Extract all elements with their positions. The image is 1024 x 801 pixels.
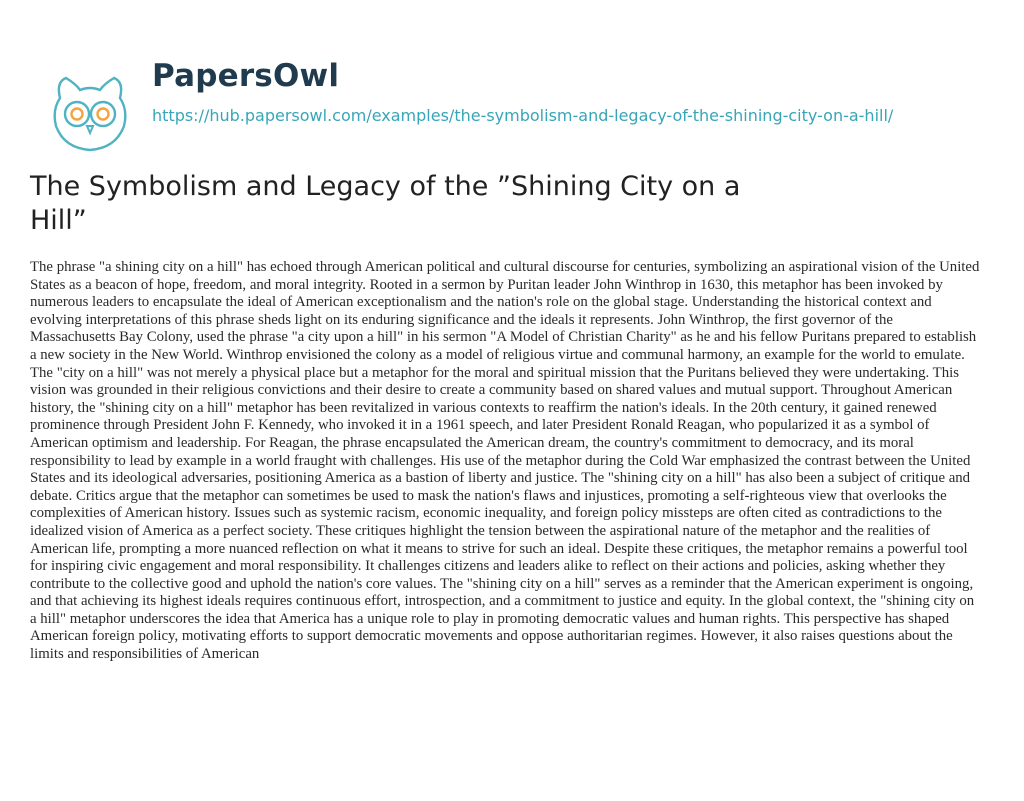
brand-name[interactable]: PapersOwl — [152, 58, 340, 94]
article-body: The phrase "a shining city on a hill" has echoed through American political and cultural discourse for centuries, symbolizing an aspirational vision of the United States as a beacon of hope, freedom, and moral integrity. Rooted in a sermon by Puritan leader John Winthrop in 1630, this metaphor has been invoked by numerous leaders to encapsulate the ideal of American exceptionalism and the nation's role on the global stage. Understanding the historical context and evolving interpretations of this phrase sheds light on its enduring significance and the ideals it represents. John Winthrop, the first governor of the Massachusetts Bay Colony, used the phrase "a city upon a hill" in his sermon "A Model of Christian Charity" as he and his fellow Puritans prepared to establish a new society in the New World. Winthrop envisioned the colony as a model of religious virtue and communal harmony, an example for the world to emulate. The "city on a hill" was not merely a physical place but a metaphor for the moral and spiritual mission that the Puritans believed they were undertaking. This vision was grounded in their religious convictions and their desire to create a community based on shared values and mutual support. Throughout American history, the "shining city on a hill" metaphor has been revitalized in various contexts to reaffirm the nation's ideals. In the 20th century, it gained renewed prominence through President John F. Kennedy, who invoked it in a 1961 speech, and later President Ronald Reagan, who popularized it as a symbol of American optimism and leadership. For Reagan, the phrase encapsulated the American dream, the country's commitment to democracy, and its moral responsibility to lead by example in a world fraught with challenges. His use of the metaphor during the Cold War emphasized the contrast between the United States and its ideological adversaries, positioning America as a bastion of liberty and justice. The "shining city on a hill" has also been a subject of critique and debate. Critics argue that the metaphor can sometimes be used to mask the nation's flaws and injustices, promoting a self-righteous view that overlooks the complexities of American history. Issues such as systemic racism, economic inequality, and foreign policy missteps are often cited as contradictions to the idealized vision of America as a perfect society. These critiques highlight the tension between the aspirational nature of the metaphor and the realities of American life, prompting a more nuanced reflection on what it means to strive for such an ideal. Despite these critiques, the metaphor remains a powerful tool for inspiring civic engagement and moral responsibility. It challenges citizens and leaders alike to reflect on their actions and policies, asking whether they contribute to the collective good and uphold the nation's core values. The "shining city on a hill" serves as a reminder that the American experiment is ongoing, and that achieving its highest ideals requires continuous effort, introspection, and a commitment to justice and equity. In the global context, the "shining city on a hill" metaphor underscores the idea that America has a unique role to play in promoting democratic values and human rights. This perspective has shaped American foreign policy, motivating efforts to support democratic movements and oppose authoritarian regimes. However, it also raises questions about the limits and responsibilities of American — [30, 259, 980, 663]
article-title: The Symbolism and Legacy of the ”Shining City on a Hill” — [30, 171, 741, 236]
source-url-link[interactable]: https://hub.papersowl.com/examples/the-symbolism-and-legacy-of-the-shining-city-on-a-hill/ — [152, 106, 894, 125]
site-header — [46, 58, 986, 148]
owl-logo-icon — [46, 68, 134, 156]
